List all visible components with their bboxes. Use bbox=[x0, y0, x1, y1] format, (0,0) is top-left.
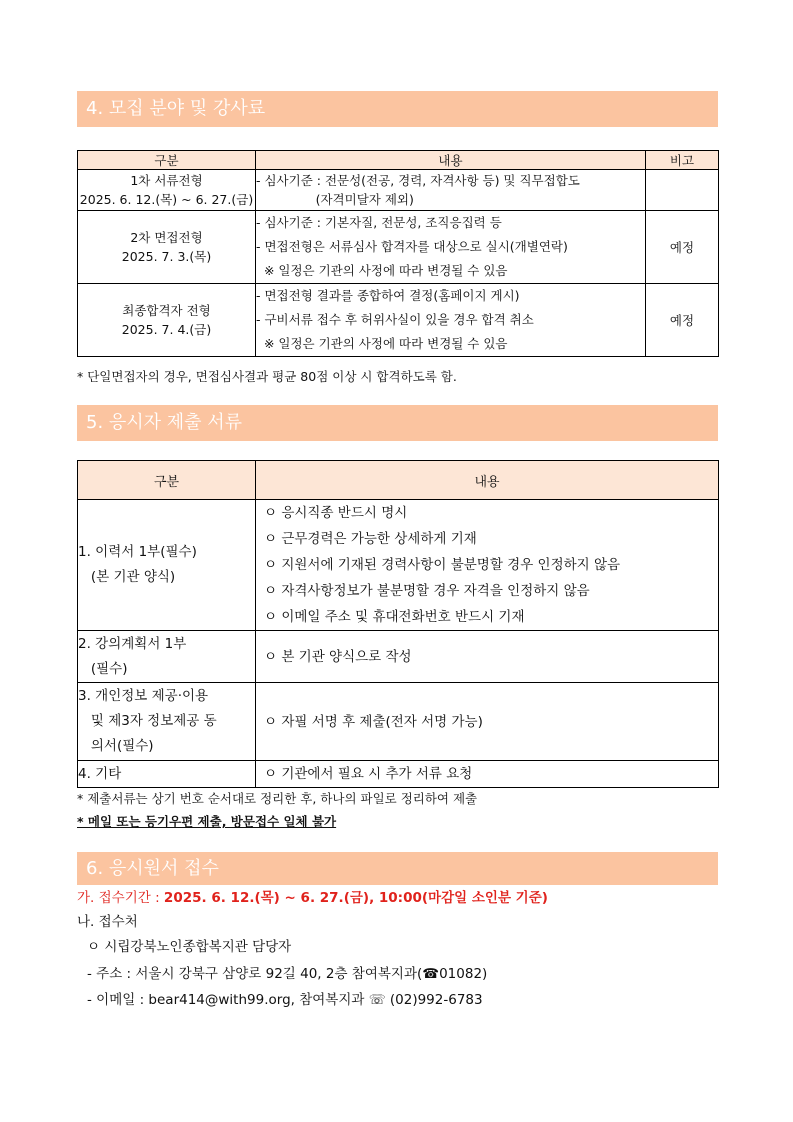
row-category: 1. 이력서 1부(필수) (본 기관 양식) bbox=[78, 500, 256, 631]
section-6-header bbox=[77, 852, 718, 885]
section-5-footnote-2: * 메일 또는 등기우편 제출, 방문접수 일체 불가 bbox=[77, 814, 337, 829]
row-items bbox=[256, 761, 719, 788]
list-item: ㅇ 자격사항정보가 불분명할 경우 자격을 인정하지 않음 bbox=[264, 583, 590, 599]
row-content: - 심사기준 : 전문성(전공, 경력, 자격사항 등) 및 직무접합도 (자격미달자 제외) bbox=[256, 170, 646, 211]
table-header-row bbox=[78, 461, 719, 500]
row-content: - 심사기준 : 기본자질, 전문성, 조직응집력 등 - 면접전형은 서류심사 합격자를 대상으로 실시(개별연락) ※ 일정은 기관의 사정에 따라 변경될 수 있음 bbox=[256, 211, 646, 284]
list-item: ㅇ 근무경력은 가능한 상세하게 기재 bbox=[264, 531, 477, 547]
row-category: 최종합격자 전형 2025. 7. 4.(금) bbox=[78, 284, 256, 357]
office-contact: ㅇ 시립강북노인종합복지관 담당자 bbox=[87, 939, 292, 955]
section-4-title: 4. 모집 분야 및 강사료 bbox=[86, 98, 266, 119]
row-note: 예정 bbox=[646, 211, 719, 284]
table-row bbox=[78, 284, 719, 357]
list-item: ㅇ 본 기관 양식으로 작성 bbox=[264, 648, 412, 665]
row-items bbox=[256, 500, 719, 631]
section-5-header bbox=[77, 405, 718, 441]
table-row bbox=[78, 631, 719, 683]
col-header-content: 내용 bbox=[256, 461, 719, 500]
list-item: ㅇ 응시직종 반드시 명시 bbox=[264, 505, 408, 521]
table-row bbox=[78, 500, 719, 631]
table-row bbox=[78, 170, 719, 211]
section-5-footnote-1: * 제출서류는 상기 번호 순서대로 정리한 후, 하나의 파일로 정리하여 제출 bbox=[77, 791, 478, 806]
col-header-category: 구분 bbox=[78, 151, 256, 170]
list-item: ㅇ 기관에서 필요 시 추가 서류 요청 bbox=[264, 766, 473, 782]
row-category: 3. 개인정보 제공·이용 및 제3자 정보제공 동 의서(필수) bbox=[78, 683, 256, 761]
list-item: ㅇ 자필 서명 후 제출(전자 서명 가능) bbox=[264, 713, 483, 730]
col-header-category: 구분 bbox=[78, 461, 256, 500]
screening-schedule-table bbox=[77, 150, 719, 357]
row-note bbox=[646, 170, 719, 211]
application-period bbox=[77, 886, 548, 906]
email-line: - 이메일 : bear414@with99.org, 참여복지과 ☏ (02)992-6783 bbox=[87, 992, 483, 1008]
row-items bbox=[256, 683, 719, 761]
section-6-title: 6. 응시원서 접수 bbox=[86, 858, 219, 879]
table-header-row bbox=[78, 151, 719, 170]
section-4-header bbox=[77, 91, 718, 127]
section-5-title: 5. 응시자 제출 서류 bbox=[86, 412, 243, 433]
row-category: 2차 면접전형 2025. 7. 3.(목) bbox=[78, 211, 256, 284]
period-value: 2025. 6. 12.(목) ~ 6. 27.(금), 10:00(마감일 소인분 기준) bbox=[163, 890, 548, 906]
table-row bbox=[78, 211, 719, 284]
list-item: ㅇ 이메일 주소 및 휴대전화번호 반드시 기재 bbox=[264, 609, 525, 625]
row-items bbox=[256, 631, 719, 683]
row-category: 2. 강의계획서 1부 (필수) bbox=[78, 631, 256, 683]
col-header-content: 내용 bbox=[256, 151, 646, 170]
period-label: 가. 접수기간 : bbox=[77, 890, 164, 906]
documents-table bbox=[77, 460, 719, 788]
address-line: - 주소 : 서울시 강북구 삼양로 92길 40, 2층 참여복지과(☎01082) bbox=[87, 966, 488, 982]
row-content: - 면접전형 결과를 종합하여 결정(홈페이지 게시) - 구비서류 접수 후 허위사실이 있을 경우 합격 취소 ※ 일정은 기관의 사정에 따라 변경될 수 있음 bbox=[256, 284, 646, 357]
section-4-footnote: * 단일면접자의 경우, 면접심사결과 평균 80점 이상 시 합격하도록 함. bbox=[77, 369, 457, 384]
col-header-note: 비고 bbox=[646, 151, 719, 170]
table-row bbox=[78, 761, 719, 788]
table-row bbox=[78, 683, 719, 761]
row-category: 1차 서류전형 2025. 6. 12.(목) ~ 6. 27.(금) bbox=[78, 170, 256, 211]
row-note: 예정 bbox=[646, 284, 719, 357]
place-label: 나. 접수처 bbox=[77, 914, 138, 930]
row-category: 4. 기타 bbox=[78, 761, 256, 788]
list-item: ㅇ 지원서에 기재된 경력사항이 불분명할 경우 인정하지 않음 bbox=[264, 557, 621, 573]
